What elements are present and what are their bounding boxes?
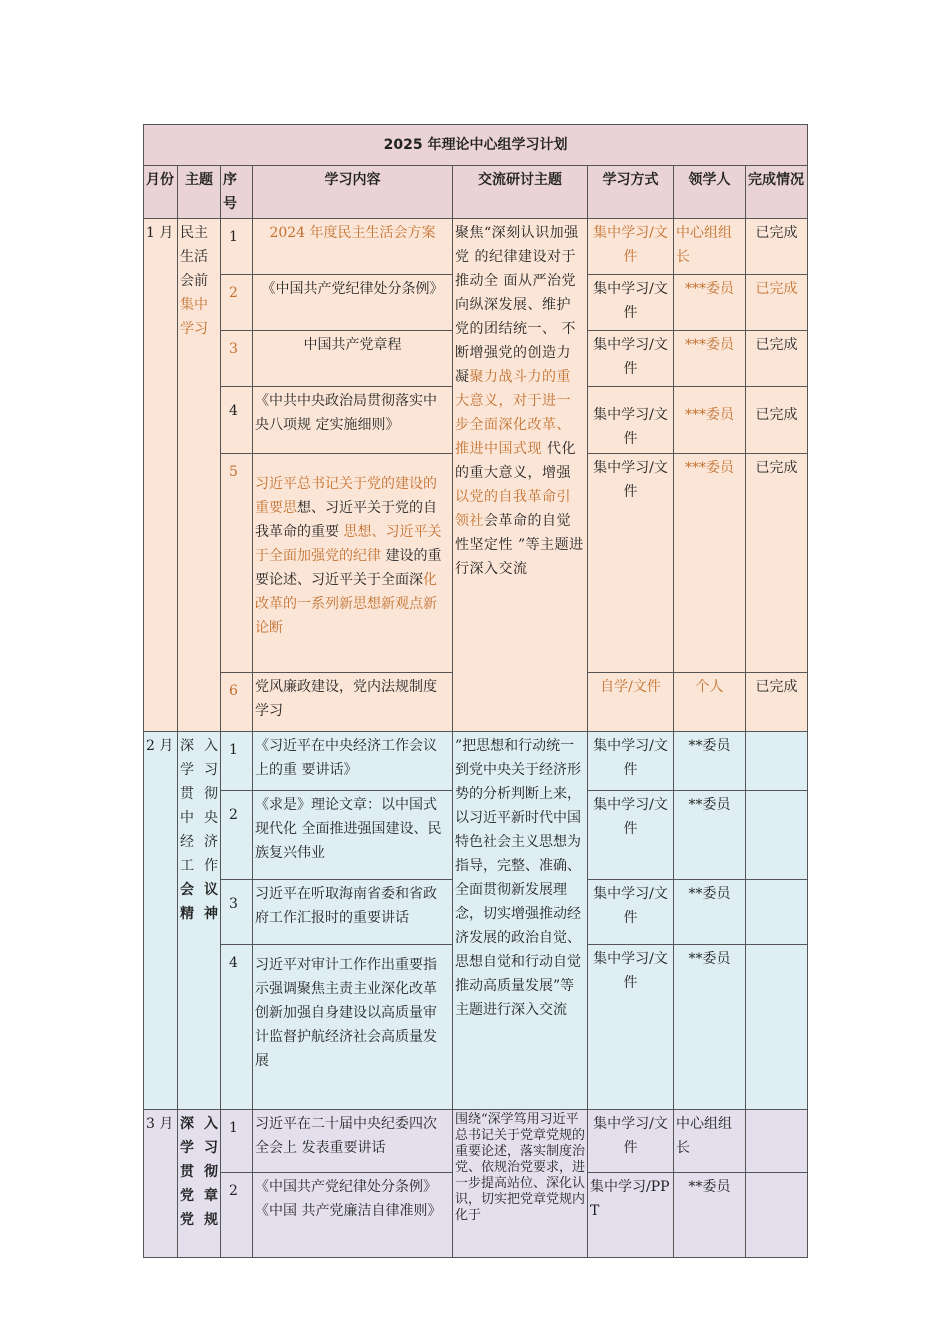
discussion-text-highlight: 以党的自我革命引领社 [455,489,571,529]
method-cell: 集中学习/文件 [588,331,674,387]
table-row [144,732,808,791]
status-cell [746,791,808,880]
study-plan-table [143,124,808,1258]
seq-cell: 2 [221,1173,253,1258]
method-cell: 集中学习/PPT [588,1173,674,1258]
topic-cell [178,732,221,1110]
status-cell [746,1173,808,1258]
status-cell: 已完成 [746,387,808,454]
seq-cell: 5 [221,454,253,673]
leader-cell: ***委员 [674,275,746,331]
header-leader: 领学人 [674,166,746,219]
content-cell: 《求是》理论文章：以中国式现代化 全面推进强国建设、民族复兴伟业 [253,791,453,880]
status-cell: 已完成 [746,219,808,275]
discussion-text-highlight: 聚力战斗力的重大意义，对于进一步全面深化改革、推进中国式现 [455,369,571,457]
method-cell: 集中学习/文件 [588,732,674,791]
content-text: 想、习近平关于党的自我革命的重要 [255,500,437,540]
header-topic: 主题 [178,166,221,219]
content-cell: 《习近平在中央经济工作会议上的重 要讲话》 [253,732,453,791]
content-text-highlight: 化改革的一系列新思想新观点新论断 [255,572,437,636]
content-cell: 党风廉政建设，党内法规制度学习 [253,673,453,732]
method-cell: 自学/文件 [588,673,674,732]
study-plan-sheet [143,124,807,1228]
seq-cell: 4 [221,945,253,1110]
content-text: 《中国共产党纪律处分条例》 [255,1179,437,1195]
header-seq: 序号 [221,166,253,219]
leader-cell: **委员 [674,732,746,791]
content-cell: 习近平在听取海南省委和省政府工作汇报时的重要讲话 [253,880,453,945]
method-cell: 集中学习/文件 [588,219,674,275]
seq-cell: 3 [221,880,253,945]
leader-cell: ***委员 [674,331,746,387]
content-cell [253,1173,453,1258]
table-row [144,1110,808,1173]
seq-cell: 1 [221,732,253,791]
content-text: 《中国 共产党廉洁自律准则》 [255,1203,442,1219]
method-cell: 集中学习/文件 [588,387,674,454]
leader-cell: 中心组组长 [674,219,746,275]
content-text: 习近平对审计工作作出重要指示强调 [255,957,437,997]
method-cell: 集中学习/文件 [588,454,674,673]
content-cell [253,454,453,673]
topic-text-highlight: 集中学习 [180,297,208,337]
header-row [144,166,808,219]
content-cell: 《中共中央政治局贯彻落实中央八项规 定实施细则》 [253,387,453,454]
leader-cell: **委员 [674,880,746,945]
seq-cell: 2 [221,275,253,331]
discussion-cell: ”把思想和行动统一到党中央关于经济形势的分析判断上来，以习近平新时代中国特色社会主义思想为指导，完整、准确、全面贯彻新发展理念，切实增强推动经济发展的政治自觉、思想自觉和行动自觉推动高质量发展”等主题进行深入交流 [453,732,588,1110]
status-cell [746,880,808,945]
discussion-text: 聚焦“深刻认识加强党 的纪律建设对于推动全 面从严治党向纵深发展、维护党的团结统一、 不断增强党的创造力凝 [455,225,579,385]
topic-text-bold: 会议精神 [180,882,218,922]
discussion-cell: 围绕“深学笃用习近平 总书记关于党章党规的 重要论述，落实制度治党、依规治党要求，进 一步提高站位、深化认 识，切实把党章党规内 化于 [453,1110,588,1258]
seq-cell: 2 [221,791,253,880]
discussion-cell [453,219,588,732]
leader-cell: **委员 [674,791,746,880]
leader-cell: 中心组组长 [674,1110,746,1173]
content-cell [253,945,453,1110]
status-cell: 已完成 [746,454,808,673]
status-cell: 已完成 [746,331,808,387]
content-text: 聚焦主责主业深化改革创新加强自身建设以高质量审计监督护航经济社会高质量发展 [255,981,437,1069]
content-cell: 2024 年度民主生活会方案 [253,219,453,275]
content-cell: 中国共产党章程 [253,331,453,387]
header-method: 学习方式 [588,166,674,219]
month-cell: 3 月 [144,1110,178,1258]
leader-cell: ***委员 [674,387,746,454]
status-cell [746,945,808,1110]
method-cell: 集中学习/文件 [588,945,674,1110]
status-cell [746,732,808,791]
content-text-highlight: 思想、习近平关于全面加强党的纪律 [255,524,442,564]
topic-text: 民主生活会前 [180,225,208,289]
seq-cell: 6 [221,673,253,732]
leader-cell: **委员 [674,1173,746,1258]
seq-cell: 3 [221,331,253,387]
seq-cell: 1 [221,1110,253,1173]
method-cell: 集中学习/文件 [588,1110,674,1173]
status-cell [746,1110,808,1173]
table-title: 2025 年理论中心组学习计划 [144,125,808,166]
content-cell: 《中国共产党纪律处分条例》 [253,275,453,331]
header-status: 完成情况 [746,166,808,219]
content-text-highlight: 习近平总书记关于党的建设的重要思 [255,476,437,516]
seq-cell: 4 [221,387,253,454]
topic-text: 深入学习贯彻中央经济工作 [180,738,218,874]
topic-cell: 深入学习贯彻党章党规 [178,1110,221,1258]
method-cell: 集中学习/文件 [588,880,674,945]
method-cell: 集中学习/文件 [588,791,674,880]
table-row [144,219,808,275]
status-cell: 已完成 [746,275,808,331]
leader-cell: ***委员 [674,454,746,673]
method-cell: 集中学习/文件 [588,275,674,331]
discussion-text: 代化的重大意义，增强 [455,441,576,481]
header-discussion: 交流研讨主题 [453,166,588,219]
header-month: 月份 [144,166,178,219]
seq-cell: 1 [221,219,253,275]
leader-cell: 个人 [674,673,746,732]
leader-cell: **委员 [674,945,746,1110]
discussion-text: 会革命的自觉性坚定性 ”等主题进行深入交流 [455,513,584,577]
header-content: 学习内容 [253,166,453,219]
month-cell: 2 月 [144,732,178,1110]
month-cell: 1 月 [144,219,178,732]
content-cell: 习近平在二十届中央纪委四次全会上 发表重要讲话 [253,1110,453,1173]
topic-cell [178,219,221,732]
content-text: 建设的重要论述、习近平关于全面深 [255,548,442,588]
status-cell: 已完成 [746,673,808,732]
